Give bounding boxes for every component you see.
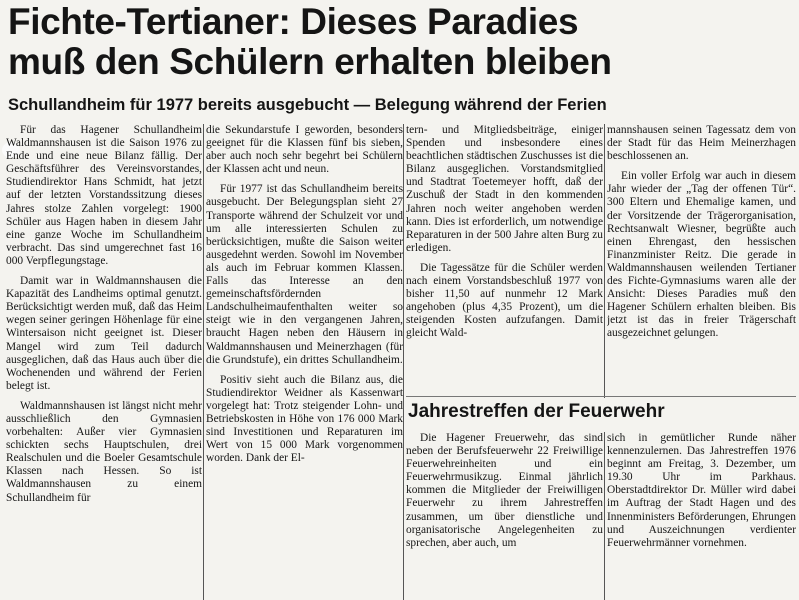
paragraph: mannshausen seinen Tagessatz dem von der Stadt für das Heim Meinerzhagen beschlossenen an.	[607, 124, 796, 163]
column-rule-4	[604, 432, 605, 600]
second-article-column-1	[406, 432, 603, 600]
article-column-3	[406, 124, 603, 398]
column-rule-2	[403, 124, 404, 600]
column-rule-3	[604, 124, 605, 398]
second-article-headline: Jahrestreffen der Feuerwehr	[408, 401, 665, 422]
article-column-1	[6, 124, 202, 600]
paragraph: Ein voller Erfolg war auch in diesem Jahr wieder der „Tag der offenen Tür“. 300 Eltern und Ehemalige kamen, und der Vorsitzende der Trägerorganisation, Rechtsanwalt Wiesner, begrüßte auch einen Ehrengast, den hessischen Finanzminister Reitz. Die gerade in Waldmannshausen weilenden Tertianer des Fichte-Gymnasiums waren alle der Ansicht: Dieses Paradies muß den Hagener Schülern erhalten bleiben. Bis jetzt ist das in freier Trägerschaft ausgezeichnet gelungen.	[607, 170, 796, 340]
subheadline: Schullandheim für 1977 bereits ausgebucht — Belegung während der Ferien	[8, 96, 607, 114]
paragraph: sich in gemütlicher Runde näher kennenzulernen. Das Jahrestreffen 1976 beginnt am Freitag, 3. Dezember, um 19.30 Uhr im Parkhaus. Oberstadtdirektor Dr. Müller wird dabei im Auftrag der Stadt Hagen und des Innenministers Beförderungen, Ehrungen und Auszeichnungen verdienter Feuerwehrmänner vornehmen.	[607, 432, 796, 549]
headline	[8, 2, 793, 82]
paragraph: Für 1977 ist das Schullandheim bereits ausgebucht. Der Belegungsplan sieht 27 Transporte während der Schulzeit vor und um alle interessierten Schulen zu berücksichtigen, mußte die Saison weiter ausgedehnt werden. Sowohl im November als auch im Februar kommen Klassen. Falls das Interesse an den gemeinschaftsfördernden Landschulheimaufenthalten weiter so steigt wie in den vergangenen Jahren, braucht Hagen neben den Häusern in Waldmannshausen und Meinerzhagen (für die Grundstufe), ein drittes Schullandheim.	[206, 183, 403, 366]
paragraph: Damit war in Waldmannshausen die Kapazität des Landheims optimal genutzt. Berücksichtigt werden muß, daß das Heim wegen seiner geringen Höhenlage für eine Wintersaison nicht geeignet ist. Dieser Mangel wird zum Teil dadurch ausgeglichen, daß das Haus auch über die Wochenenden und während der Ferien belegt ist.	[6, 275, 202, 392]
paragraph: Die Hagener Freuerwehr, das sind neben der Berufsfeuerwehr 22 Freiwillige Feuerwehreinheiten und ein Feuerwehrmusikzug. Einmal jährlich kommen die Mitglieder der Freiwilligen Feuerwehr zu ihrem Jahrestreffen zusammen, um über dienstliche und organisatorische Angelegenheiten zu sprechen, aber auch, um	[406, 432, 603, 549]
paragraph: tern- und Mitgliedsbeiträge, einiger Spenden und insbesondere eines beachtlichen städtischen Zuschusses ist die Bilanz ausgeglichen. Vorstandsmitglied und Stadtrat Toetemeyer hofft, daß der Zuschuß der Stadt in den kommenden Jahren noch weiter angehoben werden kann. Dies ist erforderlich, um notwendige Reparaturen in der 500 Jahre alten Burg zu erledigen.	[406, 124, 603, 254]
paragraph: Waldmannshausen ist längst nicht mehr ausschließlich den Gymnasien vorbehalten: Außer vier Gymnasien schickten sechs Hauptschulen, drei Realschulen und die Boeler Gesamtschule Klassen nach Hessen. So ist Waldmannshausen zu einem Schullandheim für	[6, 399, 202, 504]
paragraph: Positiv sieht auch die Bilanz aus, die Studiendirektor Weidner als Kassenwart vorgelegt hat: Trotz steigender Lohn- und Betriebskosten in Höhe von 176 000 Mark sind Investitionen und Reparaturen im Wert von 15 000 Mark vorgenommen worden. Dank der El-	[206, 373, 403, 465]
article-column-4	[607, 124, 796, 398]
headline-line-2: muß den Schülern erhalten bleiben	[8, 41, 612, 82]
column-rule-1	[203, 124, 204, 600]
headline-line-1: Fichte-Tertianer: Dieses Paradies	[8, 1, 579, 42]
second-article-column-2	[607, 432, 796, 600]
paragraph: Für das Hagener Schullandheim Waldmannshausen ist die Saison 1976 zu Ende und eine neue Bilanz fällig. Der Geschäftsführer des Vereinsvorstandes, Studiendirektor Hans Schmidt, hat jetzt auf der letzten Vorstandssitzung dieses Jahres stolze Zahlen vorgelegt: 1900 Schüler aus Hagen haben in diesem Jahr eine ganze Woche im Schullandheim verbracht. Das sind umgerechnet fast 16 000 Verpflegungstage.	[6, 124, 202, 267]
paragraph: die Sekundarstufe I geworden, besonders geeignet für die Klassen fünf bis sieben, aber auch noch sehr begehrt bei Schülern der Klassen acht und neun.	[206, 124, 403, 176]
article-column-2	[206, 124, 403, 600]
second-article-rule	[406, 396, 796, 397]
paragraph: Die Tagessätze für die Schüler werden nach einem Vorstandsbeschluß 1977 von bisher 11,50 auf nunmehr 12 Mark angehoben (plus 4,35 Prozent), um die steigenden Kosten aufzufangen. Damit gleicht Wald-	[406, 261, 603, 340]
